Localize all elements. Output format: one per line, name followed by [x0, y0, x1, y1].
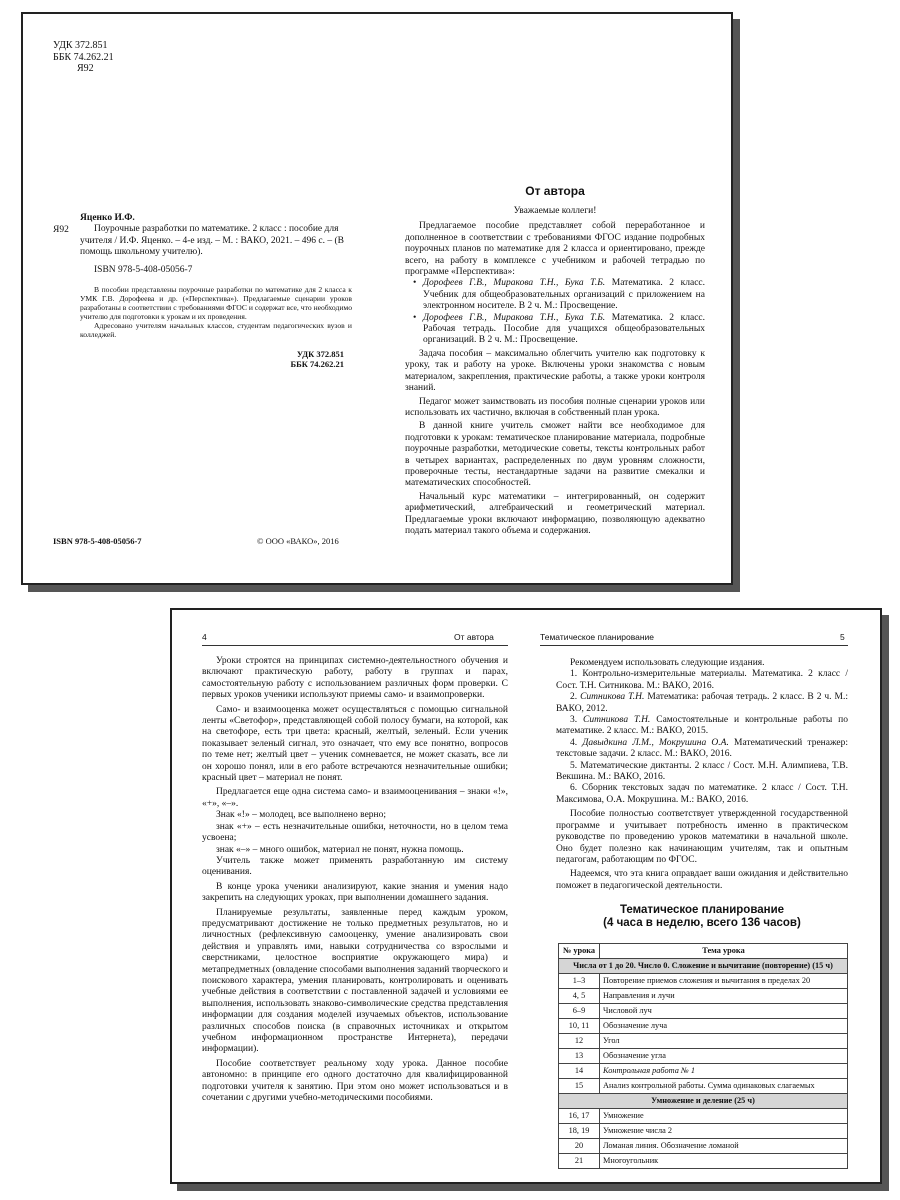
rec-intro: Рекомендуем использовать следующие издания. — [570, 658, 765, 668]
rec-item — [556, 761, 848, 784]
page-4-body — [202, 656, 508, 1104]
sign-plus: знак «+» – есть незначительные ошибки, неточности, но в целом тема усвоена; — [202, 821, 508, 844]
table-row — [559, 1139, 848, 1154]
rec-item — [556, 783, 848, 806]
lesson-topic: Повторение приемов сложения и вычитания в пределах 20 — [600, 974, 848, 989]
plan-table-wrap — [558, 943, 848, 1169]
p4-para-1: Уроки строятся на принципах системно-деятельностного обучения и включают практическую работу, работу в группах и парах, самостоятельную работу с использованием различных форм проверки. С первых уроков ученики используют приемы само- и взаимопроверки. — [202, 656, 508, 701]
p4-para-5: В конце урока ученики анализируют, какие знания и умения надо закрепить на следующих уроках, при выполнении домашнего задания. — [202, 881, 508, 904]
lesson-topic: Направления и лучи — [600, 989, 848, 1004]
annotation-text: В пособии представлены поурочные разработки по математике для 2 класса к УМК Г.В. Дорофеева и др. («Перспектива»). Предлагаемые сценарии уроков разработаны в соответствии с требованиями ФГОС и содержат все, что необходимо учителю для подготовки к урокам и их проведения. — [80, 285, 352, 322]
p4-para-3: Предлагается еще одна система само- и взаимооценивания – знаки «!», «+», «–». — [202, 787, 508, 809]
rec-text: Математический тренажер: текстовые задачи. 2 класс. М.: ВАКО, 2016. — [556, 737, 848, 760]
table-row — [559, 1034, 848, 1049]
p4-para-4: Учитель также может применять разработанную им систему оценивания. — [202, 855, 508, 878]
citation-text: Поурочные разработки по математике. 2 класс : пособие для учителя / И.Ф. Яценко. – 4-е изд. – М. : ВАКО, 2021. – 496 с. – (В помощь школьному учителю). — [80, 224, 344, 258]
table-row — [559, 1019, 848, 1034]
bottom-book-spread — [170, 608, 882, 1184]
textbook-authors: Дорофеев Г.В., Миракова Т.Н., Бука Т.Б. — [423, 278, 606, 289]
hope-para: Надеемся, что эта книга оправдает ваши ожидания и действительно поможет в педагогической деятельности. — [556, 869, 848, 891]
foreword-title: От автора — [525, 184, 585, 198]
table-row — [559, 1124, 848, 1139]
page-number-right: 5 — [840, 632, 845, 642]
table-row — [559, 974, 848, 989]
plan-title: Тематическое планирование — [619, 904, 785, 917]
textbook-authors: Дорофеев Г.В., Миракова Т.Н., Бука Т.Б. — [423, 312, 606, 323]
top-book-spread — [21, 12, 733, 585]
lesson-topic: Анализ контрольной работы. Сумма одинаковых слагаемых — [600, 1079, 848, 1094]
catalog-entry — [80, 213, 352, 369]
lesson-number: 16, 17 — [559, 1109, 600, 1124]
section-row — [559, 959, 848, 974]
p4-para-2: Само- и взаимооценка может осуществляться с помощью сигнальной ленты «Светофор», представляющей собой полосу бумаги, на которой, как на светофоре, есть три цвета: красный, желтый, зеленый. Если ученик показывает зеленый сигнал, это означает, что ему все понятно, вопросов по теме нет; желтый цвет – ученик сомневается, не может сказать, все ли он хорошо понял, или в его работе встречаются незначительные ошибки; красный цвет – материал не понят. — [202, 704, 508, 784]
plan-subtitle: (4 часа в неделю, всего 136 часов) — [603, 917, 801, 930]
table-row — [559, 1154, 848, 1169]
table-row — [559, 989, 848, 1004]
foreword-greeting: Уважаемые коллеги! — [513, 206, 597, 216]
lesson-number: 13 — [559, 1049, 600, 1064]
foreword-p2: Задача пособия – максимально облегчить учителю как подготовку к уроку, так и работу на уроке. Включены уроки знакомства с новым материалом, закрепления, практические работы, а также уроки контроля знаний. — [405, 348, 705, 394]
author-mark-side: Я92 — [53, 225, 69, 235]
foreword-p5: Начальный курс математики – интегрированный, он содержит арифметический, алгебраический и геометрический материал. Предлагаемые уроки включают информацию, позволяющую адекватно подать материал такого объема и содержания. — [405, 491, 705, 536]
rec-text: Самостоятельные и контрольные работы по математике. 2 класс. М.: ВАКО, 2015. — [556, 715, 848, 737]
annotation-audience: Адресовано учителям начальных классов, студентам педагогических вузов и колледжей. — [80, 321, 352, 340]
lesson-number: 1–3 — [559, 974, 600, 989]
col-header-topic: Тема урока — [600, 944, 848, 959]
udk-code: УДК 372.851 — [53, 40, 108, 51]
table-header-row — [559, 944, 848, 959]
running-head-left: От автора — [454, 632, 494, 642]
lesson-topic: Умножение — [600, 1109, 848, 1124]
lesson-topic: Обозначение луча — [600, 1019, 848, 1034]
copyright: © ООО «ВАКО», 2016 — [257, 536, 339, 546]
page-number-left: 4 — [202, 632, 207, 642]
rec-text: 3. — [570, 715, 584, 726]
table-row — [559, 1079, 848, 1094]
rec-author: Давыдкина Л.М., Мокрушина О.А. — [582, 737, 729, 748]
rec-author: Ситникова Т.Н. — [583, 715, 651, 726]
lesson-number: 10, 11 — [559, 1019, 600, 1034]
lesson-topic: Ломаная линия. Обозначение ломаной — [600, 1139, 848, 1154]
lesson-number: 20 — [559, 1139, 600, 1154]
lesson-number: 18, 19 — [559, 1124, 600, 1139]
udk-right: УДК 372.851 — [296, 349, 344, 360]
rec-text: 1. Контрольно-измерительные материалы. Математика. 2 класс / Сост. Т.Н. Ситникова. М.: ВАКО, 2016. — [556, 669, 848, 691]
p4-para-6: Планируемые результаты, заявленные перед каждым уроком, предусматривают достижение не только предметных результатов, но и личностных (рефлексивную самооценку, умение анализировать свои действия и управлять ими, навыки сотрудничества со взрослыми и сверстниками, целостное восприятие окружающего мира) и метапредметных (овладение способами выполнения заданий творческого и поискового характера, умения планировать, контролировать и оценивать учебные действия в соответствии с поставленной задачей и условиями ее выполнения, использовать знаково-символические средства представления информации для создания моделей изучаемых объектов, использование различных способов поиска (в справочных источниках и открытом учебном информационном пространстве Интернета), передачи информации). — [202, 907, 508, 1055]
lesson-number: 6–9 — [559, 1004, 600, 1019]
rec-text: 4. — [570, 737, 583, 748]
table-row — [559, 1064, 848, 1079]
rec-item — [556, 738, 848, 761]
sign-excl: Знак «!» – молодец, все выполнено верно; — [216, 810, 387, 821]
header-rule-left — [202, 645, 508, 646]
lesson-number: 12 — [559, 1034, 600, 1049]
isbn-line: ISBN 978-5-408-05056-7 — [94, 264, 193, 275]
lesson-topic: Контрольная работа № 1 — [600, 1064, 848, 1079]
fgos-para: Пособие полностью соответствует утвержденной государственной программе и учитывает потребность именно в практическом руководстве по проведению уроков математики в начальной школе. Оно будет полезно как начинающим учителям, так и опытным педагогам, работающим по ФГОС. — [556, 809, 848, 865]
rec-text: 5. Математические диктанты. 2 класс / Сост. М.Н. Алимпиева, Т.В. Векшина. М.: ВАКО, 2016. — [556, 760, 848, 783]
sign-minus: знак «–» – много ошибок, материал не понят, нужна помощь. — [216, 844, 464, 855]
lesson-topic: Угол — [600, 1034, 848, 1049]
lesson-number: 21 — [559, 1154, 600, 1169]
rec-item — [556, 715, 848, 738]
header-rule-right — [540, 645, 848, 646]
foreword-p1: Предлагаемое пособие представляет собой переработанное и дополненное в соответствии с требованиями ФГОС издание подробных поурочных планов по математике для 2 класса и ориентировано, прежде всего, на работу в комплексе с учебником и рабочей тетрадью по программе «Перспектива»: — [405, 221, 705, 278]
lesson-topic: Многоугольник — [600, 1154, 848, 1169]
author-mark: Я92 — [77, 63, 94, 74]
lesson-number: 14 — [559, 1064, 600, 1079]
col-header-num: № урока — [559, 944, 600, 959]
lesson-topic: Умножение числа 2 — [600, 1124, 848, 1139]
author-name: Яценко И.Ф. — [80, 213, 135, 223]
table-row — [559, 1004, 848, 1019]
footer-isbn: ISBN 978-5-408-05056-7 — [53, 536, 142, 546]
rec-text: 6. Сборник текстовых задач по математике. 2 класс / Сост. Т.Н. Максимова, О.А. Мокрушина. М.: ВАКО, 2016. — [556, 783, 848, 805]
table-row — [559, 1109, 848, 1124]
section-title: Числа от 1 до 20. Число 0. Сложение и вычитание (повторение) (15 ч) — [559, 959, 848, 974]
textbook-title: Математика. 2 класс. Рабочая тетрадь. Пособие для учащихся общеобразовательных организаций. В 2 ч. М.: Просвещение. — [423, 312, 705, 346]
lesson-topic: Обозначение угла — [600, 1049, 848, 1064]
rec-item — [556, 692, 848, 715]
imprint-page — [33, 40, 353, 570]
foreword-page — [405, 184, 705, 537]
table-row — [559, 1049, 848, 1064]
plan-table — [558, 943, 848, 1169]
textbook-item — [423, 278, 705, 312]
plan-table-body — [559, 959, 848, 1169]
section-title: Умножение и деление (25 ч) — [559, 1094, 848, 1109]
textbook-title: Математика. 2 класс. Учебник для общеобразовательных организаций с приложением на электронном носителе. В 2 ч. М.: Просвещение. — [423, 278, 705, 312]
bbk-code: ББК 74.262.21 — [53, 51, 114, 63]
rec-author: Ситникова Т.Н. — [580, 692, 645, 703]
foreword-p4: В данной книге учитель сможет найти все необходимое для подготовки к урокам: тематическое планирование материала, подробные поурочные разработки, методические советы, тексты контрольных работ в четырех вариантах, распределенных по двум уровням сложности, проверочные тесты, нестандартные задачи на развитие смекалки и математических способностей. — [405, 421, 705, 489]
section-row — [559, 1094, 848, 1109]
bbk-right: ББК 74.262.21 — [290, 359, 344, 370]
running-head-right: Тематическое планирование — [540, 632, 655, 642]
textbook-item — [423, 313, 705, 347]
rec-text: 2. — [570, 692, 581, 703]
lesson-number: 15 — [559, 1079, 600, 1094]
lesson-topic: Числовой луч — [600, 1004, 848, 1019]
foreword-p3: Педагог может заимствовать из пособия полные сценарии уроков или использовать их частично, включая в собственный план урока. — [405, 396, 705, 418]
p4-para-7: Пособие соответствует реальному ходу урока. Данное пособие автономно: в принципе его одного достаточно для квалифицированной подготовки учителя к занятию. При этом оно может использоваться и в сочетании с другими учебно-методическими пособиями. — [202, 1058, 508, 1104]
lesson-number: 4, 5 — [559, 989, 600, 1004]
rec-item — [556, 669, 848, 692]
rec-text: Математика: рабочая тетрадь. 2 класс. В 2 ч. М.: ВАКО, 2012. — [556, 692, 848, 714]
udk-block — [53, 40, 114, 75]
page-5-body — [556, 658, 848, 938]
textbook-list — [405, 278, 705, 346]
